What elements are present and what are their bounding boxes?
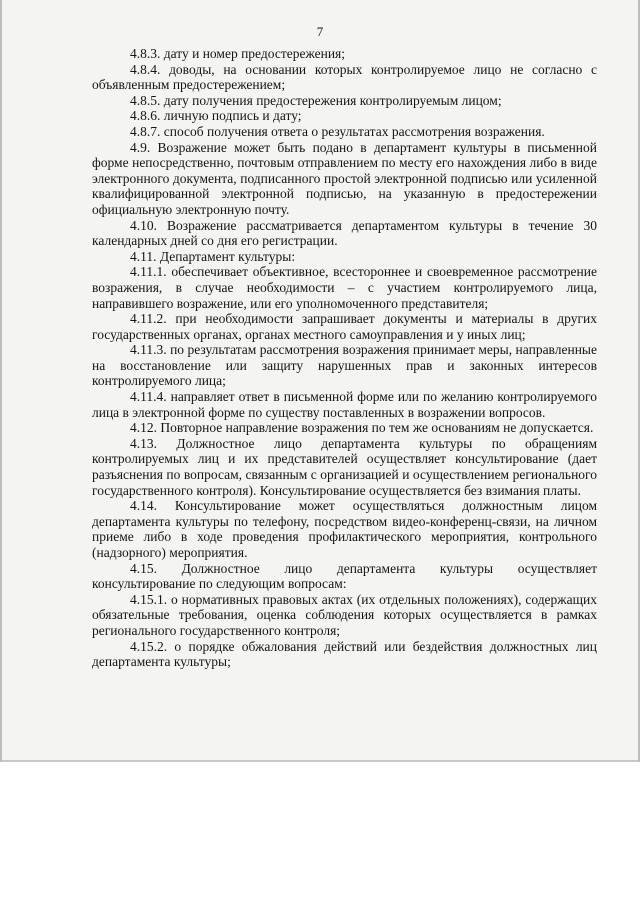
page-number: 7 bbox=[316, 24, 324, 39]
paragraph: 4.12. Повторное направление возражения по тем же основаниям не допускается. bbox=[130, 420, 594, 436]
paragraph: 4.15.1. о нормативных правовых актах (их отдельных положениях), содержащих обязательные требования, оценка соблюдения которых осуществляется в рамках регионального государственного контроля; bbox=[92, 591, 597, 638]
paragraph: 4.8.3. дату и номер предостережения; bbox=[130, 46, 346, 61]
paragraph: 4.8.5. дату получения предостережения контролируемым лицом; bbox=[130, 92, 502, 108]
paragraph: 4.15.2. о порядке обжалования действий или бездействия должностных лиц департамента культуры; bbox=[92, 638, 597, 670]
document-body bbox=[92, 46, 597, 670]
paragraph: 4.14. Консультирование может осуществляться должностным лицом департамента культуры по телефону, посредством видео-конференц-связи, на личном приеме либо в ходе проведения профилактического мероприятия, контрольного (надзорного) мероприятия. bbox=[92, 498, 597, 560]
paragraph: 4.13. Должностное лицо департамента культуры по обращениям контролируемых лиц и их представителей осуществляет консультирование (дает разъяснения по вопросам, связанным с организацией и осуществлением регионального государственного контроля). Консультирование осуществляется без взимания платы. bbox=[92, 435, 597, 498]
paragraph: 4.11.3. по результатам рассмотрения возражения принимает меры, направленные на восстановление или защиту нарушенных прав и законных интересов контролируемого лица; bbox=[92, 342, 597, 389]
paragraph: 4.8.4. доводы, на основании которых контролируемое лицо не согласно с объявленным предостережением; bbox=[92, 61, 597, 93]
paragraph: 4.8.6. личную подпись и дату; bbox=[130, 108, 302, 124]
paragraph: 4.11. Департамент культуры: bbox=[130, 248, 296, 264]
paragraph: 4.11.2. при необходимости запрашивает документы и материалы в других государственных органах, органах местного самоуправления и у иных лиц; bbox=[92, 311, 597, 342]
paragraph: 4.15. Должностное лицо департамента культуры осуществляет консультирование по следующим вопросам: bbox=[92, 560, 597, 592]
paragraph: 4.8.7. способ получения ответа о результатах рассмотрения возражения. bbox=[130, 123, 545, 139]
paragraph: 4.10. Возражение рассматривается департаментом культуры в течение 30 календарных дней со дня его регистрации. bbox=[92, 217, 597, 249]
scan-edge-left bbox=[0, 0, 2, 762]
paragraph: 4.11.4. направляет ответ в письменной форме или по желанию контролируемого лица в электронной форме по существу поставленных в возражении вопросов. bbox=[92, 389, 597, 420]
paragraph: 4.11.1. обеспечивает объективное, всестороннее и своевременное рассмотрение возражения, в случае необходимости – с участием контролируемого лица, направившего возражение, или его уполномоченного представителя; bbox=[92, 264, 597, 311]
paragraph: 4.9. Возражение может быть подано в департамент культуры в письменной форме непосредственно, почтовым отправлением по месту его нахождения либо в виде электронного документа, подписанного простой электронной подписью или усиленной квалифицированной электронной подписью, на указанную в предостережении официальную электронную почту. bbox=[92, 139, 597, 217]
